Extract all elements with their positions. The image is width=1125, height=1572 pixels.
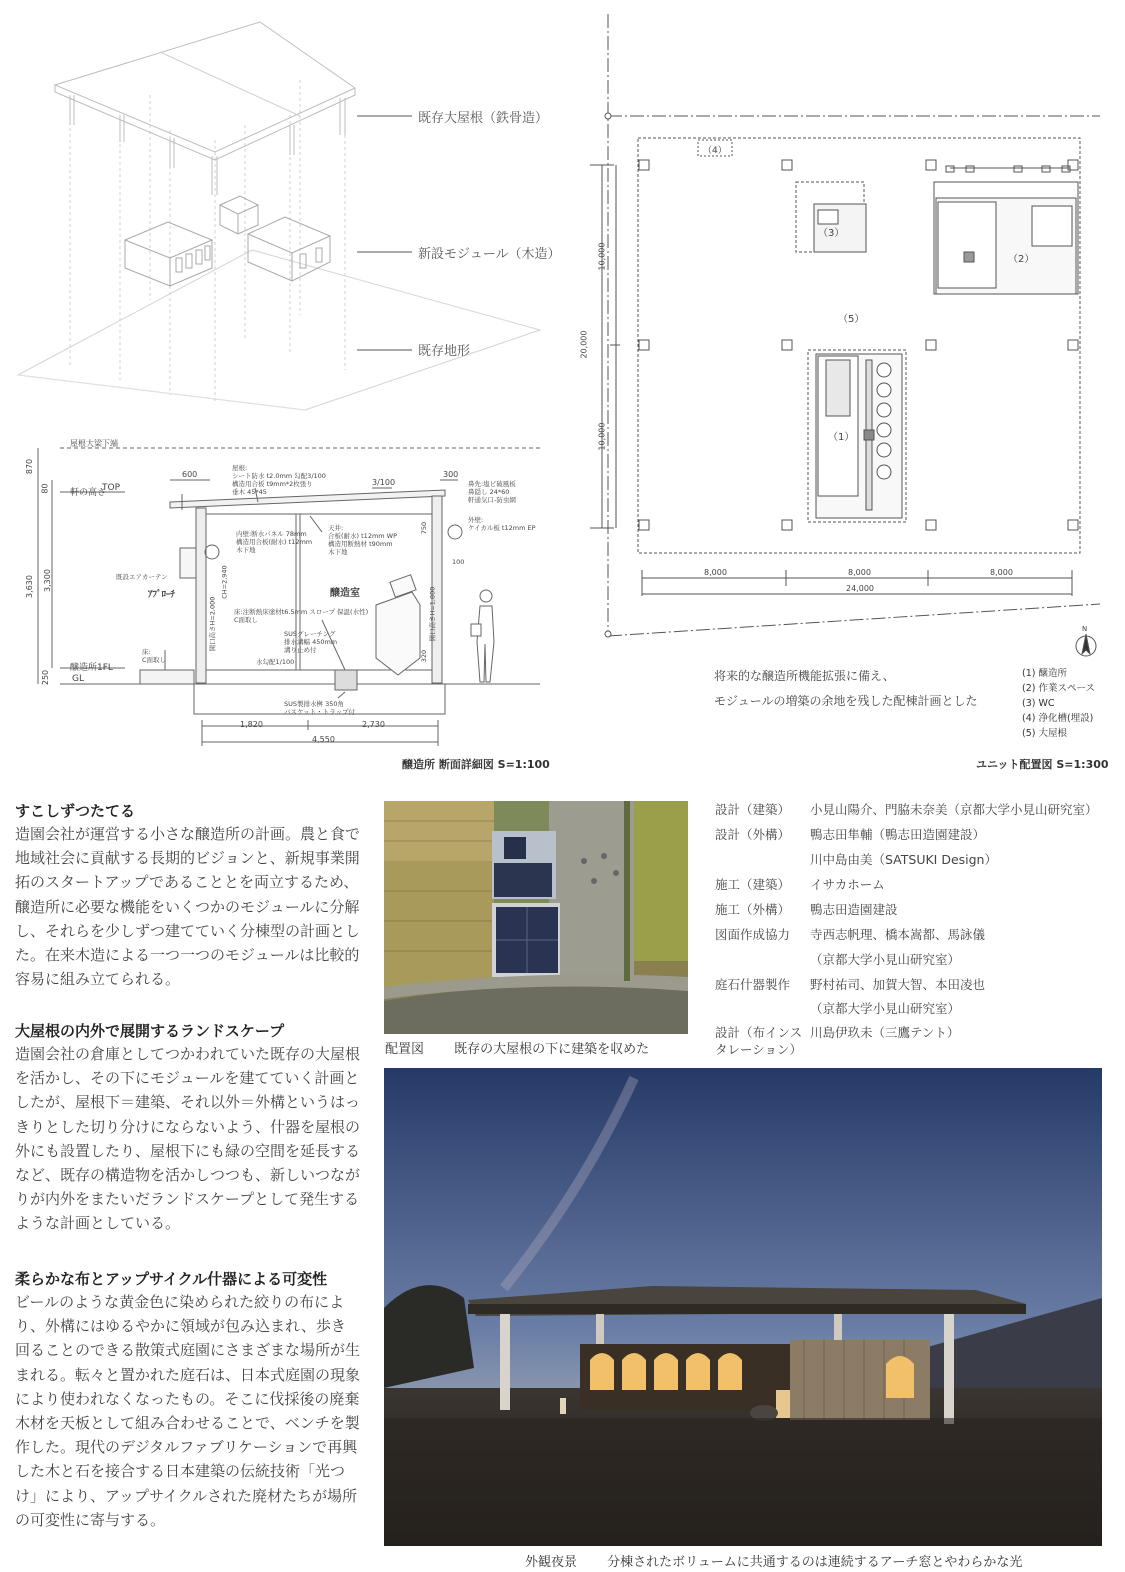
ceiling-height: CH=2,940 [220,565,229,599]
note-aircon: 既設エアカーテン [116,573,168,581]
section-3-title: 柔らかな布とアップサイクル什器による可変性 [15,1270,328,1288]
dim-100: 100 [452,558,465,566]
night-caption-text: 分棟されたボリュームに共通するのは連続するアーチ窓とやわらかな光 [607,1555,1023,1570]
aerial-photo-image [384,801,688,1034]
section-caption: 醸造所 断面詳細図 S=1:100 [402,758,550,771]
note-level: 水勾配1/100 [256,658,295,666]
label-eaves-height: 軒の高さ [70,488,107,498]
site-plan-note-line-2: モジュールの増築の余地を残した配棟計画とした [714,694,978,708]
credit-role: 設計（外構） [715,827,791,842]
plan-label-1: （1） [828,432,855,443]
dim-600: 600 [182,470,198,479]
section-2-title: 大屋根の内外で展開するランドスケープ [15,1022,285,1040]
plan-label-5: （5） [838,314,865,325]
site-plan [570,0,1125,775]
aerial-photo [384,801,688,1034]
dim-3300: 3,300 [42,569,52,592]
credit-name: 小見山陽介、門脇未奈美（京都大学小見山研究室） [810,802,1098,817]
opening-left: 開口高さH=2,000 [208,596,217,652]
plan-label-3: （3） [818,228,845,239]
label-top: TOP [102,483,121,493]
dim-320: 320 [420,649,429,663]
label-existing-ground: 既存地形 [418,344,471,359]
credit-role: 施工（建築） [715,877,791,892]
site-plan-legend [1022,666,1095,741]
axonometric-diagram [0,0,560,420]
site-plan-lines [570,0,1125,665]
note-eaves: 鼻先:塩ビ破風板 鼻隠し 24*60 軒通気口-防虫網 [468,480,516,505]
credit-name: （京都大学小見山研究室） [810,952,961,967]
credits-list [715,800,1115,1060]
opening-right: 開口高さH=1,800 [428,586,437,642]
note-outer-wall: 外壁: ケイカル板 t12mm EP [468,516,536,533]
text-section-2 [15,1020,360,1236]
axonometric-drawing [0,0,560,420]
credit-role: 施工（外構） [715,902,791,917]
plan-dim-8000-b: 8,000 [848,568,871,577]
section-detail-drawing [0,430,560,775]
text-section-3 [15,1268,360,1532]
note-wall: 内壁:断水パネル 78mm 構造用合板(耐水) t12mm 木下地 [236,530,313,555]
aerial-caption [385,1038,649,1057]
plan-dim-10000-b: 10,000 [597,422,607,451]
note-sus-drain: SUS製排水桝 350角 バスケット・トラップ付 [284,700,356,717]
dim-300: 300 [443,470,459,479]
credit-name: イサカホーム [810,877,885,892]
section-1-title: すこしずつたてる [15,802,136,820]
text-section-1 [15,800,360,991]
legend-item: (5) 大屋根 [1022,728,1067,739]
section-3-body: ビールのような黄金色に染められた絞りの布により、外構にはゆるやかに領域が包み込まれ、歩き回ることのできる散策式庭園にさまざまな場所が生まれる。転々と置かれた庭石は、日本式庭園の現象により使われなくなったもの。そこに伐採後の廃棄木材を天板として組み合わせることで、ベンチを製作した。現代のデジタルファブリケーションで再興した木と石を接合する日本建築の伝統技術「光つけ」により、アップサイクルされた廃材たちが場所の可変性に寄与する。 [15,1293,361,1529]
section-1-body: 造園会社が運営する小さな醸造所の計画。農と食で地域社会に貢献する長期的ビジョンと、新規事業開拓のスタートアップであることとを両立するため、醸造所に必要な機能をいくつかのモジュールに分解し、それらを少しずつ建てていく分棟型の計画とした。在来木造による一つ一つのモジュールは比較的容易に組み立てられる。 [15,825,361,989]
label-brewing-room: 醸造室 [330,588,360,599]
dim-2730: 2,730 [362,720,385,729]
credit-name: （京都大学小見山研究室） [810,1001,961,1016]
north-label: N [1082,625,1088,633]
plan-dim-10000-a: 10,000 [597,242,607,271]
note-grating: SUSグレーチング 排水溝幅 450mm 溝り止め付 [284,630,338,655]
note-floor: 床:注断熱床塗材t6.5mm スロープ 保温(水性) C面取し [234,608,369,625]
legend-item: (3) WC [1022,698,1055,709]
section-2-body: 造園会社の倉庫としてつかわれていた既存の大屋根を活かし、その下にモジュールを建てていく計画としたが、屋根下＝建築、それ以外＝外構というはっきりとした切り分けにならないよう、什器を屋根の外にも設置したり、屋根下にも緑の空間を延長するなど、既存の構造物を活かしつつも、新しいつながりが内外をまたいだランドスケープとして発生するような計画としている。 [15,1045,361,1233]
plan-label-4: （4） [703,146,727,156]
site-plan-caption: ユニット配置図 S=1:300 [976,758,1109,771]
plan-dim-8000-a: 8,000 [704,568,727,577]
plan-label-2: （2） [1008,254,1035,265]
credit-name: 野村祐司、加賀大智、本田凌也 [810,977,986,992]
note-roof: 屋根: シート防水 t2.0mm 勾配3/100 構造用合板 t9mm*2枚張り 垂木 45*45 [232,464,326,497]
label-new-module: 新設モジュール（木造） [418,247,561,262]
credit-role: タレーション） [715,1042,803,1057]
site-plan-note [714,664,978,714]
label-existing-roof: 既存大屋根（鉄骨造） [418,111,549,126]
legend-item: (1) 醸造所 [1022,668,1067,679]
night-exterior-image [384,1068,1102,1546]
credit-role: 庭石什器製作 [715,977,791,992]
dim-250: 250 [41,669,51,686]
legend-item: (2) 作業スペース [1022,683,1096,694]
label-approach: ｱﾌﾟﾛｰﾁ [148,590,176,600]
credit-name: 川中島由美（SATSUKI Design） [810,852,997,867]
credit-role: 設計（建築） [715,802,791,817]
aerial-caption-label: 配置図 [385,1042,425,1057]
label-fl: 醸造所1FL [70,663,113,673]
label-gl: GL [72,674,84,684]
credit-role: 図面作成協力 [715,927,791,942]
credit-name: 寺西志帆理、橋本嵩都、馬詠儀 [810,927,986,942]
note-floor-left: 床: C面取し [142,648,167,665]
plan-dim-8000-c: 8,000 [990,568,1013,577]
night-exterior-photo [384,1068,1102,1546]
dim-870: 870 [25,458,35,475]
night-caption-label: 外観夜景 [525,1555,578,1570]
dim-750: 750 [420,521,429,535]
credit-role: 設計（布インス [715,1025,803,1040]
plan-dim-20000: 20,000 [579,330,589,359]
plan-dim-24000: 24,000 [846,584,874,593]
night-caption [525,1551,1022,1570]
note-ceiling: 天井: 合板(耐水) t12mm WP 構造用断熱材 t90mm 木下地 [328,524,398,557]
credit-name: 川島伊玖未（三鷹テント） [810,1025,960,1040]
dim-1820: 1,820 [240,720,263,729]
credit-name: 鴨志田造園建設 [810,902,898,917]
site-plan-note-line-1: 将来的な醸造所機能拡張に備え、 [714,669,895,683]
dim-3630: 3,630 [24,575,34,598]
roof-slope: 3/100 [372,478,396,487]
dim-80: 80 [40,483,50,494]
aerial-caption-text: 既存の大屋根の下に建築を収めた [454,1042,650,1057]
label-roof-bottom: 屋根大梁下端 [70,439,118,448]
credit-name: 鴨志田隼輔（鴨志田造園建設） [810,827,986,842]
legend-item: (4) 浄化槽(埋設) [1022,713,1094,724]
dim-4550: 4,550 [312,735,335,744]
